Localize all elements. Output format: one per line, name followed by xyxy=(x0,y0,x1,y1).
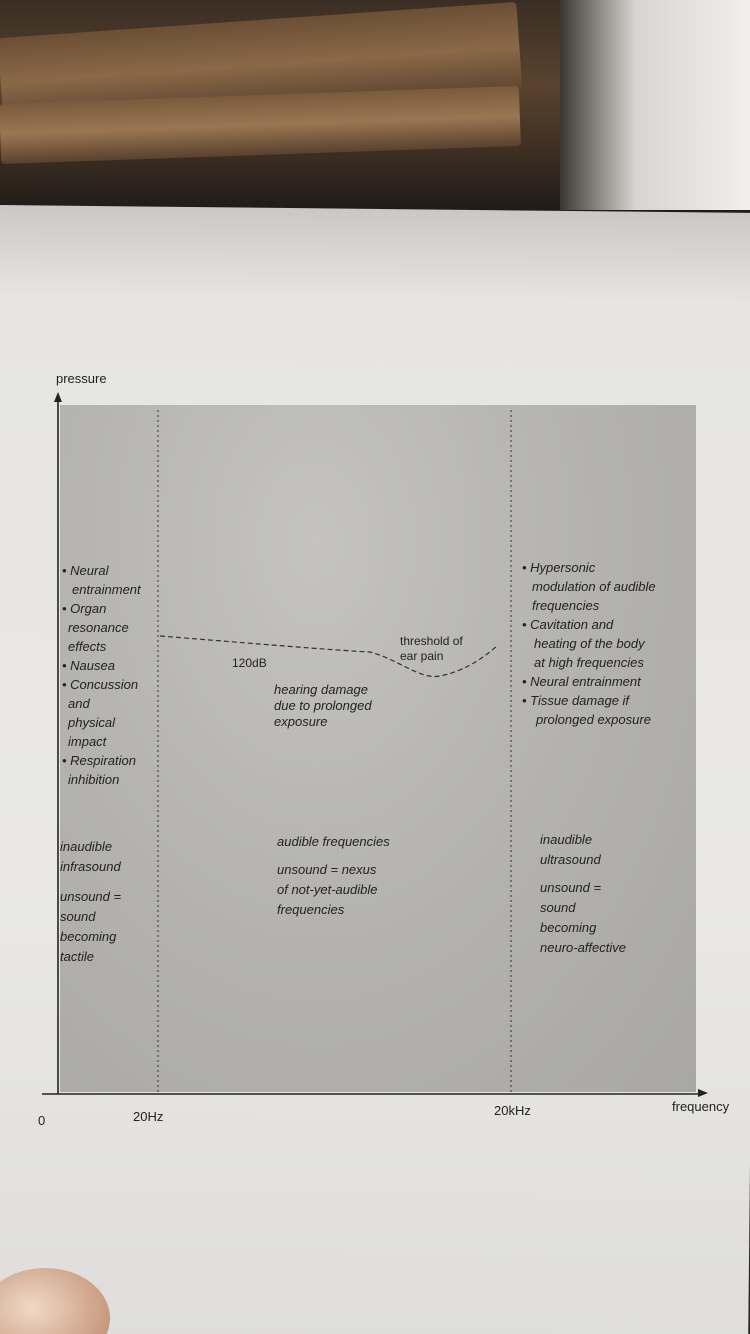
effect-line: • Organ xyxy=(62,601,107,616)
hearing-damage-label xyxy=(274,682,372,730)
x-axis-arrow xyxy=(698,1089,708,1097)
effect-line: prolonged exposure xyxy=(536,712,651,727)
pain-threshold-line: ear pain xyxy=(400,649,444,663)
x-tick-20khz: 20kHz xyxy=(494,1103,531,1118)
ultrasound-effects-list xyxy=(522,558,656,729)
infrasound-note: becoming xyxy=(60,929,117,944)
effect-line: and xyxy=(68,696,90,711)
ultrasound-note: unsound = xyxy=(540,880,602,895)
ultrasound-title: ultrasound xyxy=(540,852,601,867)
threshold-level-label: 120dB xyxy=(232,656,267,670)
effect-line: at high frequencies xyxy=(534,655,644,670)
effect-line: • Respiration xyxy=(62,753,136,768)
effect-line: effects xyxy=(68,639,107,654)
effect-line: heating of the body xyxy=(534,636,645,651)
ultrasound-section xyxy=(540,830,626,958)
effect-line: entrainment xyxy=(72,582,141,597)
infrasound-title: inaudible xyxy=(60,839,113,854)
infrasound-title: infrasound xyxy=(60,859,121,874)
y-axis-label: pressure xyxy=(56,371,107,386)
effect-line: inhibition xyxy=(68,772,120,787)
audible-section xyxy=(277,832,390,920)
hearing-damage-line: hearing damage xyxy=(274,682,368,697)
effect-line: • Concussion xyxy=(62,677,139,692)
y-axis-arrow xyxy=(54,392,62,402)
origin-label: 0 xyxy=(38,1113,46,1128)
effect-line: physical xyxy=(68,715,115,730)
ultrasound-title: inaudible xyxy=(540,832,593,847)
audible-note: frequencies xyxy=(277,902,345,917)
audible-note: unsound = nexus xyxy=(277,862,377,877)
infrasound-section xyxy=(60,837,121,967)
effect-line: • Nausea xyxy=(62,658,115,673)
effect-line: • Tissue damage if xyxy=(522,693,630,708)
hearing-damage-line: exposure xyxy=(274,714,328,729)
infrasound-note: tactile xyxy=(60,949,94,964)
infrasound-note: sound xyxy=(60,909,96,924)
effect-line: • Cavitation and xyxy=(522,617,614,632)
hearing-damage-line: due to prolonged xyxy=(274,698,372,713)
audible-note: of not-yet-audible xyxy=(277,882,378,897)
ultrasound-note: neuro-affective xyxy=(540,940,626,955)
effect-line: • Hypersonic xyxy=(522,560,596,575)
effect-line: • Neural entrainment xyxy=(522,674,641,689)
infrasound-note: unsound = xyxy=(60,889,122,904)
effect-line: frequencies xyxy=(532,598,600,613)
effect-line: resonance xyxy=(68,620,129,635)
audible-title: audible frequencies xyxy=(277,834,390,849)
x-tick-20hz: 20Hz xyxy=(133,1109,164,1124)
effect-line: • Neural xyxy=(62,563,109,578)
ultrasound-note: becoming xyxy=(540,920,597,935)
effect-line: modulation of audible xyxy=(532,579,656,594)
ultrasound-note: sound xyxy=(540,900,576,915)
pain-threshold-label xyxy=(400,634,463,664)
x-axis-label: frequency xyxy=(672,1099,730,1114)
pain-threshold-line: threshold of xyxy=(400,634,463,648)
infrasound-effects-list xyxy=(62,561,141,789)
effect-line: impact xyxy=(68,734,107,749)
